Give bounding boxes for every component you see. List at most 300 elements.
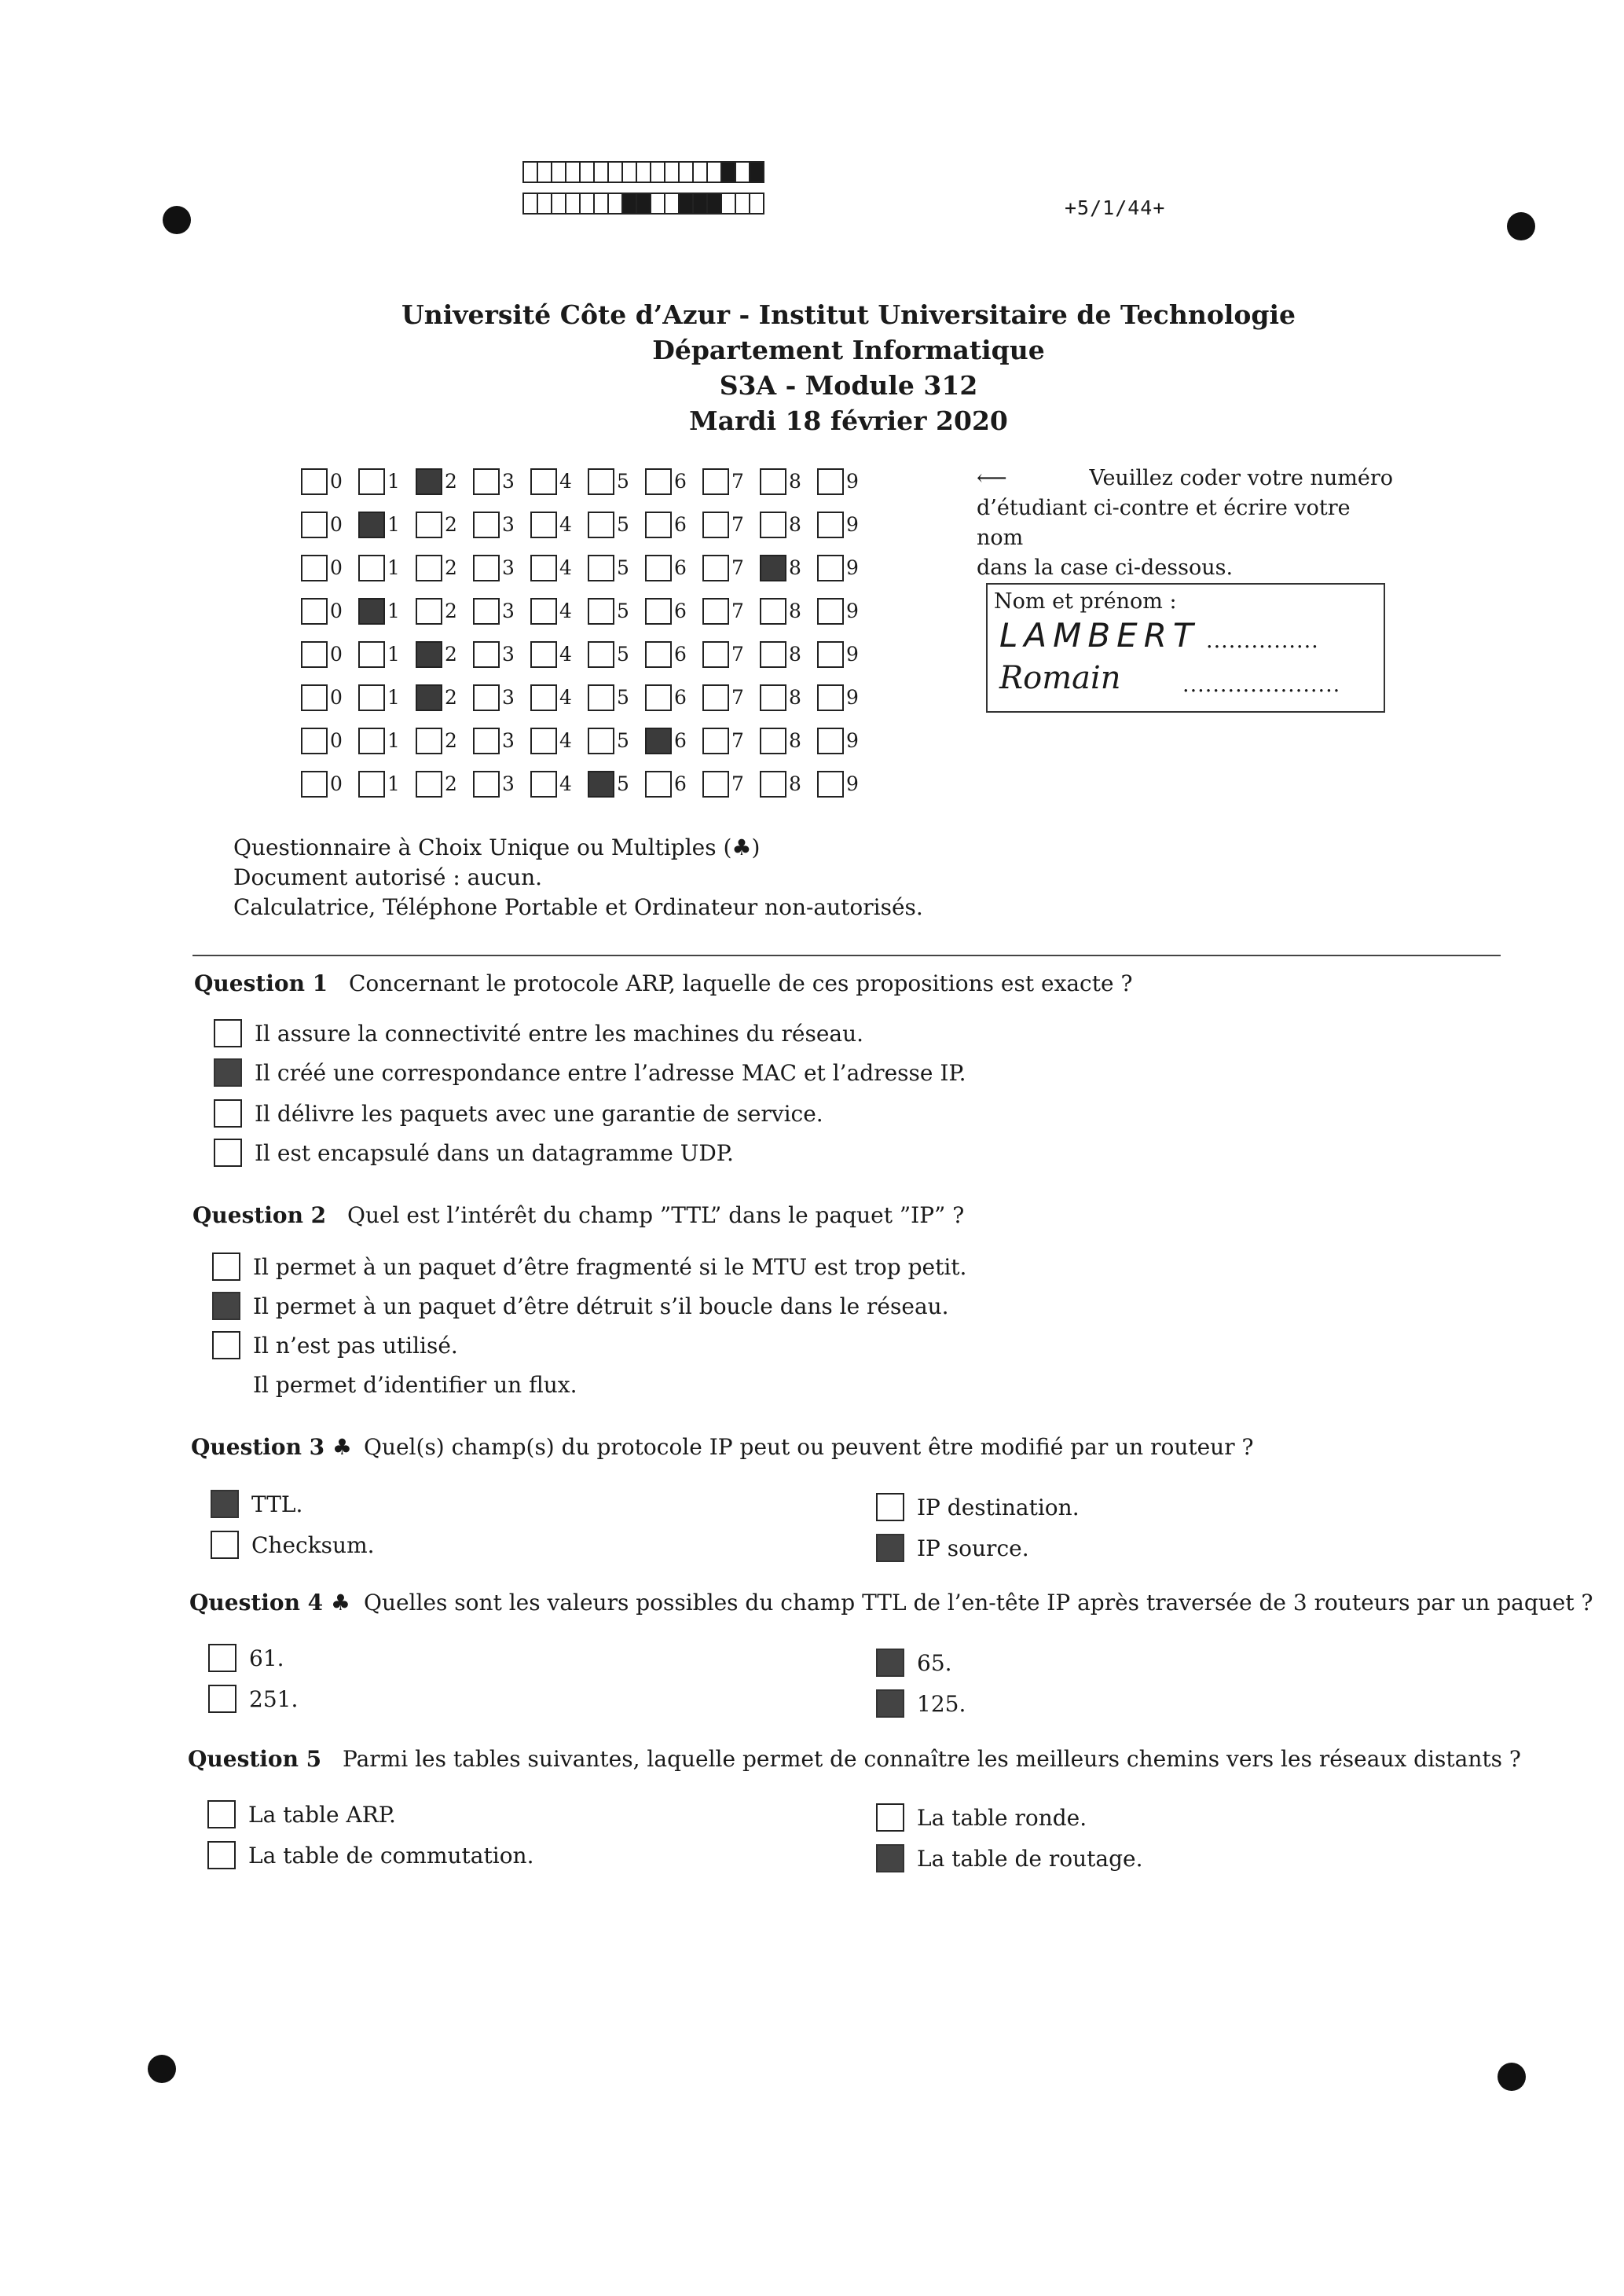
checkbox[interactable] xyxy=(416,555,442,581)
digit-label: 2 xyxy=(445,686,457,709)
student-first-name: Romain xyxy=(999,660,1121,696)
digit-label: 9 xyxy=(846,600,859,622)
checkbox[interactable] xyxy=(530,684,557,711)
checkbox[interactable] xyxy=(530,468,557,495)
checkbox-checked[interactable] xyxy=(416,684,442,711)
id-digit-option[interactable] xyxy=(645,598,702,625)
barcode-cell xyxy=(749,161,764,183)
checkbox[interactable] xyxy=(817,771,844,798)
checkbox-checked[interactable] xyxy=(212,1292,240,1320)
checkbox[interactable] xyxy=(301,598,328,625)
id-digit-option[interactable] xyxy=(645,684,702,711)
id-digit-option[interactable] xyxy=(358,468,416,495)
digit-label: 5 xyxy=(617,686,629,709)
checkbox[interactable] xyxy=(702,728,729,754)
q4-option-3[interactable] xyxy=(876,1649,952,1677)
id-digit-option[interactable] xyxy=(530,641,588,668)
checkbox[interactable] xyxy=(702,468,729,495)
id-digit-option[interactable] xyxy=(530,771,588,798)
id-digit-option[interactable] xyxy=(702,598,760,625)
digit-label: 1 xyxy=(387,513,400,536)
id-digit-option[interactable] xyxy=(645,468,702,495)
checkbox[interactable] xyxy=(588,598,614,625)
checkbox[interactable] xyxy=(301,771,328,798)
checkbox[interactable] xyxy=(473,684,500,711)
barcode-cell xyxy=(607,161,623,183)
q5-option-4[interactable] xyxy=(876,1844,1143,1872)
q1-option-4[interactable] xyxy=(214,1139,734,1167)
digit-label: 9 xyxy=(846,643,859,666)
q5-option-3[interactable] xyxy=(876,1803,1087,1832)
barcode-cell xyxy=(706,161,722,183)
digit-label: 1 xyxy=(387,470,400,493)
q2-option-2[interactable] xyxy=(212,1292,949,1320)
id-digit-option[interactable] xyxy=(358,728,416,754)
digit-label: 6 xyxy=(674,729,687,752)
id-digit-option[interactable] xyxy=(473,468,530,495)
digit-label: 6 xyxy=(674,643,687,666)
id-digit-option[interactable] xyxy=(817,512,874,538)
q1-option-1[interactable] xyxy=(214,1019,863,1047)
option-label: 125. xyxy=(917,1690,966,1717)
barcode-cell xyxy=(720,193,736,215)
q5-option-2[interactable] xyxy=(207,1841,534,1869)
digit-label: 7 xyxy=(731,686,744,709)
question-text: Quelles sont les valeurs possibles du champ TTL de l’en-tête IP après traversée de 3 routeurs par un paquet ? xyxy=(364,1590,1593,1616)
id-digit-option[interactable] xyxy=(702,512,760,538)
checkbox[interactable] xyxy=(760,598,786,625)
checkbox[interactable] xyxy=(473,771,500,798)
id-digit-option[interactable] xyxy=(817,598,874,625)
q2-option-1[interactable] xyxy=(212,1253,966,1281)
question-text: Quel(s) champ(s) du protocole IP peut ou peuvent être modifié par un routeur ? xyxy=(364,1434,1254,1460)
checkbox[interactable] xyxy=(211,1531,239,1559)
checkbox[interactable] xyxy=(702,512,729,538)
checkbox[interactable] xyxy=(760,512,786,538)
id-grid-row xyxy=(301,676,874,719)
digit-label: 6 xyxy=(674,600,687,622)
checkbox[interactable] xyxy=(760,468,786,495)
instructions-line-3: dans la case ci-dessous. xyxy=(977,556,1234,580)
id-digit-option[interactable] xyxy=(645,728,702,754)
registration-mark-bottom-right xyxy=(1498,2063,1526,2091)
q4-option-4[interactable] xyxy=(876,1689,966,1718)
barcode-cell xyxy=(551,193,566,215)
id-digit-option[interactable] xyxy=(530,468,588,495)
barcode-cell xyxy=(565,161,581,183)
checkbox[interactable] xyxy=(702,771,729,798)
id-digit-option[interactable] xyxy=(760,512,817,538)
q2-option-3[interactable] xyxy=(212,1331,458,1359)
checkbox[interactable] xyxy=(473,512,500,538)
id-digit-option[interactable] xyxy=(760,728,817,754)
checkbox[interactable] xyxy=(358,468,385,495)
checkbox[interactable] xyxy=(301,684,328,711)
id-digit-option[interactable] xyxy=(358,641,416,668)
checkbox[interactable] xyxy=(645,771,672,798)
digit-label: 0 xyxy=(330,772,343,795)
checkbox[interactable] xyxy=(358,641,385,668)
id-digit-option[interactable] xyxy=(817,468,874,495)
checkbox[interactable] xyxy=(645,641,672,668)
checkbox[interactable] xyxy=(645,468,672,495)
checkbox[interactable] xyxy=(212,1331,240,1359)
checkbox[interactable] xyxy=(473,641,500,668)
id-digit-option[interactable] xyxy=(760,641,817,668)
checkbox[interactable] xyxy=(473,728,500,754)
option-label: La table de routage. xyxy=(917,1845,1143,1872)
checkbox-checked[interactable] xyxy=(876,1534,904,1562)
checkbox[interactable] xyxy=(588,684,614,711)
id-digit-option[interactable] xyxy=(645,641,702,668)
barcode-cell xyxy=(593,193,609,215)
id-digit-option[interactable] xyxy=(416,684,473,711)
id-digit-option[interactable] xyxy=(760,555,817,581)
digit-label: 9 xyxy=(846,470,859,493)
checkbox[interactable] xyxy=(588,468,614,495)
id-digit-option[interactable] xyxy=(702,728,760,754)
id-digit-option[interactable] xyxy=(416,771,473,798)
id-digit-option[interactable] xyxy=(416,641,473,668)
digit-label: 8 xyxy=(789,686,801,709)
checkbox[interactable] xyxy=(760,684,786,711)
checkbox[interactable] xyxy=(473,555,500,581)
question-1-heading xyxy=(194,970,1132,996)
question-label: Question 1 xyxy=(194,970,328,996)
id-digit-option[interactable] xyxy=(530,512,588,538)
digit-label: 0 xyxy=(330,556,343,579)
id-digit-option[interactable] xyxy=(760,598,817,625)
id-digit-option[interactable] xyxy=(645,555,702,581)
digit-label: 6 xyxy=(674,772,687,795)
barcode-cell xyxy=(579,161,595,183)
question-label: Question 2 xyxy=(192,1202,327,1228)
barcode-cell xyxy=(678,193,694,215)
checkbox-checked[interactable] xyxy=(760,555,786,581)
barcode-cell xyxy=(664,193,680,215)
checkbox[interactable] xyxy=(358,728,385,754)
checkbox[interactable] xyxy=(301,641,328,668)
checkbox[interactable] xyxy=(207,1841,236,1869)
id-digit-option[interactable] xyxy=(473,771,530,798)
digit-label: 5 xyxy=(617,470,629,493)
id-digit-option[interactable] xyxy=(530,555,588,581)
id-digit-option[interactable] xyxy=(817,684,874,711)
digit-label: 6 xyxy=(674,470,687,493)
checkbox-checked[interactable] xyxy=(358,512,385,538)
id-digit-option[interactable] xyxy=(301,684,358,711)
checkbox[interactable] xyxy=(214,1139,242,1167)
checkbox[interactable] xyxy=(817,684,844,711)
checkbox[interactable] xyxy=(876,1803,904,1832)
digit-label: 9 xyxy=(846,513,859,536)
id-digit-option[interactable] xyxy=(645,512,702,538)
checkbox[interactable] xyxy=(416,512,442,538)
digit-label: 5 xyxy=(617,556,629,579)
checkbox[interactable] xyxy=(645,598,672,625)
checkbox[interactable] xyxy=(208,1685,236,1713)
barcode-row-1 xyxy=(522,161,763,183)
id-digit-option[interactable] xyxy=(530,598,588,625)
q5-option-1[interactable] xyxy=(207,1800,396,1828)
page-code: +5/1/44+ xyxy=(1065,196,1166,219)
digit-label: 1 xyxy=(387,686,400,709)
checkbox[interactable] xyxy=(702,684,729,711)
checkbox[interactable] xyxy=(530,641,557,668)
digit-label: 7 xyxy=(731,556,744,579)
q3-option-1[interactable] xyxy=(211,1490,302,1518)
id-digit-option[interactable] xyxy=(702,641,760,668)
checkbox[interactable] xyxy=(208,1644,236,1672)
id-digit-option[interactable] xyxy=(301,512,358,538)
section-divider xyxy=(192,955,1501,956)
id-digit-option[interactable] xyxy=(702,684,760,711)
digit-label: 1 xyxy=(387,772,400,795)
digit-label: 6 xyxy=(674,513,687,536)
digit-label: 5 xyxy=(617,729,629,752)
checkbox-checked[interactable] xyxy=(645,728,672,754)
barcode-cell xyxy=(650,193,665,215)
digit-label: 9 xyxy=(846,772,859,795)
barcode-cell xyxy=(522,193,538,215)
checkbox[interactable] xyxy=(817,555,844,581)
checkbox[interactable] xyxy=(588,728,614,754)
checkbox[interactable] xyxy=(817,468,844,495)
checkbox[interactable] xyxy=(212,1253,240,1281)
id-digit-option[interactable] xyxy=(530,684,588,711)
option-label: Il permet à un paquet d’être fragmenté si le MTU est trop petit. xyxy=(253,1253,967,1280)
q3-option-4[interactable] xyxy=(876,1534,1029,1562)
id-instructions xyxy=(977,464,1401,583)
digit-label: 1 xyxy=(387,729,400,752)
barcode-cell xyxy=(621,193,637,215)
id-digit-option[interactable] xyxy=(301,598,358,625)
instructions-line-2: d’étudiant ci-contre et écrire votre nom xyxy=(977,496,1351,550)
checkbox[interactable] xyxy=(358,555,385,581)
digit-label: 2 xyxy=(445,600,457,622)
module-title: S3A - Module 312 xyxy=(719,370,978,401)
checkbox[interactable] xyxy=(207,1800,236,1828)
id-digit-option[interactable] xyxy=(530,728,588,754)
id-digit-option[interactable] xyxy=(588,468,645,495)
checkbox-checked[interactable] xyxy=(588,771,614,798)
id-digit-option[interactable] xyxy=(358,555,416,581)
id-digit-option[interactable] xyxy=(588,555,645,581)
name-box-label: Nom et prénom : xyxy=(994,589,1177,614)
id-digit-option[interactable] xyxy=(588,728,645,754)
id-grid-row xyxy=(301,719,874,762)
digit-label: 8 xyxy=(789,513,801,536)
id-digit-option[interactable] xyxy=(301,641,358,668)
checkbox[interactable] xyxy=(588,555,614,581)
checkbox-checked[interactable] xyxy=(876,1689,904,1718)
checkbox[interactable] xyxy=(702,555,729,581)
q3-option-2[interactable] xyxy=(211,1531,375,1559)
department-title: Département Informatique xyxy=(652,335,1045,365)
checkbox[interactable] xyxy=(530,555,557,581)
checkbox[interactable] xyxy=(817,641,844,668)
checkbox[interactable] xyxy=(301,555,328,581)
checkbox[interactable] xyxy=(817,512,844,538)
id-digit-option[interactable] xyxy=(358,598,416,625)
id-digit-option[interactable] xyxy=(817,555,874,581)
checkbox[interactable] xyxy=(416,728,442,754)
id-digit-option[interactable] xyxy=(760,468,817,495)
checkbox[interactable] xyxy=(473,468,500,495)
option-label: TTL. xyxy=(251,1491,303,1517)
barcode-cell xyxy=(749,193,764,215)
checkbox[interactable] xyxy=(702,641,729,668)
id-digit-option[interactable] xyxy=(473,555,530,581)
checkbox[interactable] xyxy=(358,684,385,711)
id-digit-option[interactable] xyxy=(702,555,760,581)
id-digit-option[interactable] xyxy=(817,771,874,798)
barcode-cell xyxy=(636,161,651,183)
option-label: Il n’est pas utilisé. xyxy=(253,1332,458,1359)
digit-label: 2 xyxy=(445,513,457,536)
checkbox[interactable] xyxy=(416,598,442,625)
checkbox[interactable] xyxy=(645,512,672,538)
checkbox-checked[interactable] xyxy=(211,1490,239,1518)
checkbox[interactable] xyxy=(214,1099,242,1128)
id-digit-option[interactable] xyxy=(416,555,473,581)
id-digit-option[interactable] xyxy=(702,771,760,798)
id-digit-option[interactable] xyxy=(760,771,817,798)
checkbox[interactable] xyxy=(530,512,557,538)
id-digit-option[interactable] xyxy=(416,728,473,754)
checkbox[interactable] xyxy=(760,771,786,798)
checkbox[interactable] xyxy=(760,728,786,754)
barcode-cell xyxy=(650,161,665,183)
id-digit-option[interactable] xyxy=(358,771,416,798)
checkbox-checked[interactable] xyxy=(358,598,385,625)
id-digit-option[interactable] xyxy=(760,684,817,711)
digit-label: 8 xyxy=(789,772,801,795)
checkbox[interactable] xyxy=(530,771,557,798)
id-digit-option[interactable] xyxy=(301,555,358,581)
id-digit-option[interactable] xyxy=(301,468,358,495)
digit-label: 5 xyxy=(617,513,629,536)
checkbox[interactable] xyxy=(588,641,614,668)
digit-label: 0 xyxy=(330,729,343,752)
id-digit-option[interactable] xyxy=(588,512,645,538)
checkbox[interactable] xyxy=(876,1493,904,1521)
barcode-cell xyxy=(636,193,651,215)
id-digit-option[interactable] xyxy=(473,684,530,711)
notes-line-3: Calculatrice, Téléphone Portable et Ordinateur non-autorisés. xyxy=(233,894,923,920)
id-digit-option[interactable] xyxy=(358,684,416,711)
option-label: 251. xyxy=(249,1685,299,1712)
checkbox[interactable] xyxy=(817,728,844,754)
checkbox-checked[interactable] xyxy=(214,1058,242,1087)
checkbox[interactable] xyxy=(358,771,385,798)
checkbox-checked[interactable] xyxy=(876,1649,904,1677)
checkbox[interactable] xyxy=(301,468,328,495)
id-digit-option[interactable] xyxy=(473,598,530,625)
id-digit-option[interactable] xyxy=(301,728,358,754)
q1-option-2[interactable] xyxy=(214,1058,966,1087)
id-digit-option[interactable] xyxy=(473,728,530,754)
checkbox-checked[interactable] xyxy=(416,468,442,495)
id-digit-option[interactable] xyxy=(645,771,702,798)
digit-label: 0 xyxy=(330,686,343,709)
id-digit-option[interactable] xyxy=(588,771,645,798)
digit-label: 8 xyxy=(789,556,801,579)
checkbox[interactable] xyxy=(588,512,614,538)
q4-option-2[interactable] xyxy=(208,1685,298,1713)
id-grid-row xyxy=(301,546,874,589)
checkbox[interactable] xyxy=(416,771,442,798)
id-digit-option[interactable] xyxy=(473,512,530,538)
digit-label: 7 xyxy=(731,643,744,666)
barcode-cell xyxy=(692,161,708,183)
q1-option-3[interactable] xyxy=(214,1099,823,1128)
checkbox-checked[interactable] xyxy=(416,641,442,668)
checkbox[interactable] xyxy=(301,512,328,538)
question-2-heading xyxy=(192,1202,964,1228)
question-text: Concernant le protocole ARP, laquelle de ces propositions est exacte ? xyxy=(349,970,1133,996)
checkbox[interactable] xyxy=(817,598,844,625)
digit-label: 4 xyxy=(559,686,572,709)
id-digit-option[interactable] xyxy=(817,641,874,668)
digit-label: 3 xyxy=(502,729,515,752)
digit-label: 7 xyxy=(731,600,744,622)
id-digit-option[interactable] xyxy=(416,598,473,625)
id-digit-option[interactable] xyxy=(473,641,530,668)
digit-label: 9 xyxy=(846,686,859,709)
barcode-cell xyxy=(565,193,581,215)
id-digit-option[interactable] xyxy=(358,512,416,538)
barcode-cell xyxy=(579,193,595,215)
checkbox[interactable] xyxy=(214,1019,242,1047)
id-digit-option[interactable] xyxy=(588,641,645,668)
barcode-cell xyxy=(692,193,708,215)
checkbox[interactable] xyxy=(530,728,557,754)
digit-label: 0 xyxy=(330,513,343,536)
checkbox-checked[interactable] xyxy=(876,1844,904,1872)
barcode-cell xyxy=(607,193,623,215)
barcode-cell xyxy=(537,193,552,215)
checkbox[interactable] xyxy=(530,598,557,625)
digit-label: 3 xyxy=(502,686,515,709)
id-digit-option[interactable] xyxy=(817,728,874,754)
checkbox[interactable] xyxy=(645,684,672,711)
id-digit-option[interactable] xyxy=(702,468,760,495)
id-grid-row xyxy=(301,460,874,503)
checkbox[interactable] xyxy=(301,728,328,754)
digit-label: 3 xyxy=(502,470,515,493)
checkbox[interactable] xyxy=(702,598,729,625)
id-digit-option[interactable] xyxy=(416,512,473,538)
digit-label: 2 xyxy=(445,729,457,752)
q3-option-3[interactable] xyxy=(876,1493,1080,1521)
digit-label: 8 xyxy=(789,643,801,666)
checkbox[interactable] xyxy=(760,641,786,668)
id-grid-row xyxy=(301,762,874,805)
digit-label: 5 xyxy=(617,643,629,666)
id-digit-option[interactable] xyxy=(588,598,645,625)
checkbox[interactable] xyxy=(645,555,672,581)
id-digit-option[interactable] xyxy=(301,771,358,798)
checkbox[interactable] xyxy=(473,598,500,625)
digit-label: 2 xyxy=(445,643,457,666)
option-label: IP source. xyxy=(917,1535,1029,1561)
id-digit-option[interactable] xyxy=(588,684,645,711)
exam-date: Mardi 18 février 2020 xyxy=(689,405,1008,436)
id-digit-option[interactable] xyxy=(416,468,473,495)
q4-option-1[interactable] xyxy=(208,1644,284,1672)
digit-label: 4 xyxy=(559,513,572,536)
